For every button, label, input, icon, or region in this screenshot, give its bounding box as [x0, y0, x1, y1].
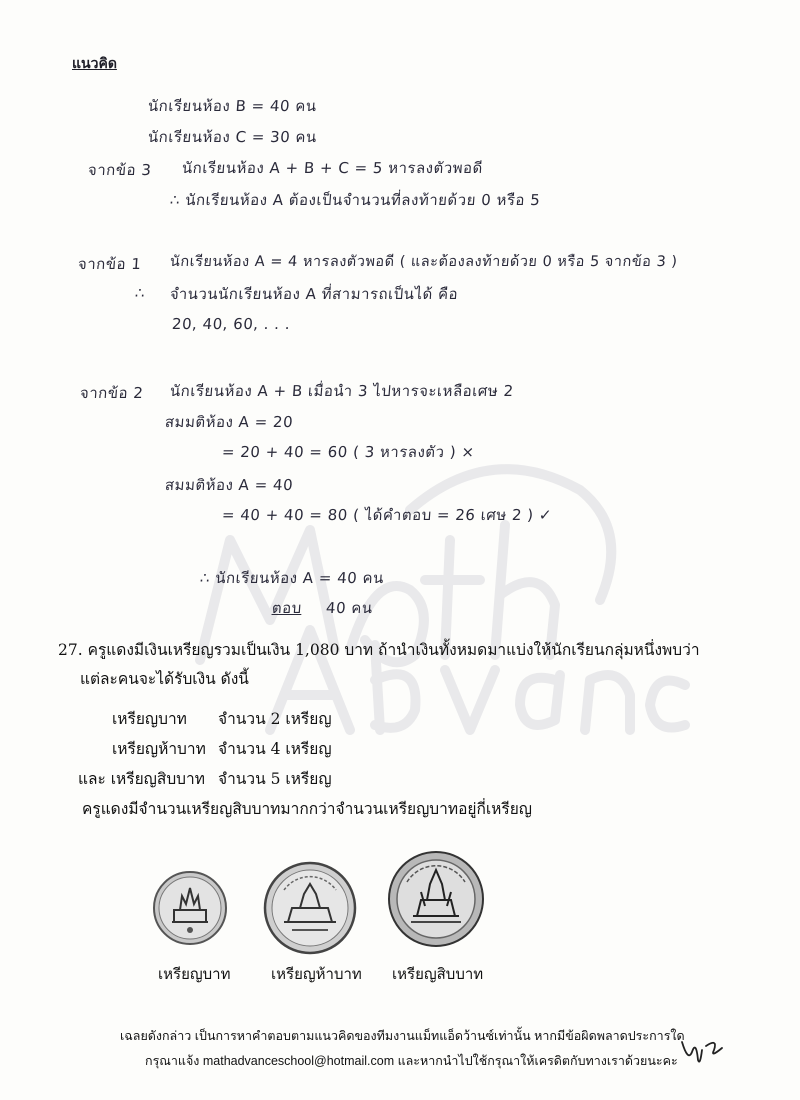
handwritten-signature: [678, 1032, 728, 1068]
problem-27-line-1: 27. ครูแดงมีเงินเหรียญรวมเป็นเงิน 1,080 บาท ถ้านำเงินทั้งหมดมาแบ่งให้นักเรียนกลุ่มหนึ่งพบว่า: [58, 641, 700, 659]
footer-disclaimer-line-2: กรุณาแจ้ง mathadvanceschool@hotmail.com และหากนำไปใช้กรุณาให้เครดิตกับทางเราด้วยนะคะ: [145, 1054, 678, 1068]
therefore-symbol: ∴: [134, 284, 146, 302]
coin-1-baht-amount: จำนวน 2 เหรียญ: [218, 710, 332, 728]
problem-27-question: ครูแดงมีจำนวนเหรียญสิบบาทมากกว่าจำนวนเหรียญบาทอยู่กี่เหรียญ: [82, 800, 532, 818]
line-conclusion: ∴ นักเรียนห้อง A = 40 คน: [199, 569, 385, 587]
line-room-c: นักเรียนห้อง C = 30 คน: [147, 128, 318, 146]
answer-label: ตอบ: [271, 599, 303, 617]
line-sum-divisible-5: นักเรียนห้อง A + B + C = 5 หารลงตัวพอดี: [181, 159, 484, 177]
coin-label-five-baht: เหรียญห้าบาท: [271, 965, 362, 983]
line-room-b: นักเรียนห้อง B = 40 คน: [147, 97, 318, 115]
ten-baht-coin-image: [387, 850, 485, 948]
coin-5-baht-amount: จำนวน 4 เหรียญ: [218, 740, 332, 758]
coin-label-ten-baht: เหรียญสิบบาท: [392, 965, 484, 983]
line-divisible-4: นักเรียนห้อง A = 4 หารลงตัวพอดี ( และต้องลงท้ายด้วย 0 หรือ 5 จากข้อ 3 ): [169, 254, 679, 270]
line-calc-80: = 40 + 40 = 80 ( ได้คำตอบ = 26 เศษ 2 ) ✓: [221, 506, 553, 524]
answer-value: 40 คน: [325, 599, 374, 617]
label-from-item-3: จากข้อ 3: [87, 161, 153, 179]
five-baht-coin-image: [262, 860, 358, 956]
footer-disclaimer-line-1: เฉลยดังกล่าว เป็นการหาคำตอบตามแนวคิดของทีมงานแม็ทแอ็ดว้านซ์เท่านั้น หากมีข้อผิดพลาดประการใด: [120, 1029, 685, 1043]
line-calc-60: = 20 + 40 = 60 ( 3 หารลงตัว ) ×: [221, 443, 476, 461]
coin-5-baht-name: เหรียญห้าบาท: [112, 740, 206, 758]
line-ends-in-0-or-5: ∴ นักเรียนห้อง A ต้องเป็นจำนวนที่ลงท้ายด้วย 0 หรือ 5: [169, 191, 541, 209]
line-possible-counts: จำนวนนักเรียนห้อง A ที่สามารถเป็นได้ คือ: [169, 285, 459, 303]
coin-label-one-baht: เหรียญบาท: [158, 965, 231, 983]
label-from-item-2: จากข้อ 2: [79, 384, 145, 402]
one-baht-coin-image: [152, 870, 228, 946]
line-assume-20: สมมติห้อง A = 20: [164, 413, 294, 431]
coin-10-baht-amount: จำนวน 5 เหรียญ: [218, 770, 332, 788]
problem-27-line-2: แต่ละคนจะได้รับเงิน ดังนี้: [80, 670, 249, 688]
coin-10-baht-name: และ เหรียญสิบบาท: [78, 770, 205, 788]
label-from-item-1: จากข้อ 1: [77, 255, 143, 273]
solution-heading: แนวคิด: [72, 55, 117, 71]
line-assume-40: สมมติห้อง A = 40: [164, 476, 294, 494]
line-sequence: 20, 40, 60, . . .: [171, 315, 291, 333]
line-remainder-2: นักเรียนห้อง A + B เมื่อนำ 3 ไปหารจะเหลือเศษ 2: [169, 382, 515, 400]
coin-1-baht-name: เหรียญบาท: [112, 710, 187, 728]
